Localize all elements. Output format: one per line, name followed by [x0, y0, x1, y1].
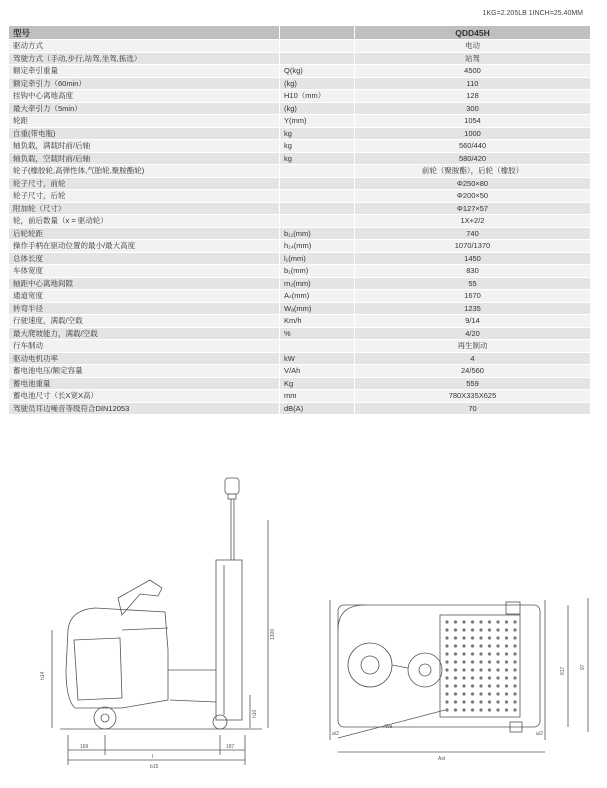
vent-dot: [505, 620, 508, 623]
spec-value: 1000: [355, 127, 591, 140]
vent-dot: [505, 676, 508, 679]
spec-row: [9, 152, 591, 165]
vent-dot: [471, 644, 474, 647]
spec-unit: Q(kg): [280, 65, 355, 78]
spec-row: [9, 327, 591, 340]
spec-unit: [280, 340, 355, 353]
vent-dot: [496, 700, 499, 703]
spec-label: 蓄电池电压/额定容量: [9, 365, 280, 378]
vent-dot: [471, 652, 474, 655]
spec-label: 附加轮（尺寸）: [9, 202, 280, 215]
spec-unit: [280, 190, 355, 203]
vent-dot: [479, 628, 482, 631]
spec-value: 再生制动: [355, 340, 591, 353]
spec-row: [9, 365, 591, 378]
spec-label: 自重(带电瓶): [9, 127, 280, 140]
spec-row: [9, 377, 591, 390]
spec-row: [9, 115, 591, 128]
vent-dot: [513, 692, 516, 695]
vent-dot: [513, 684, 516, 687]
spec-row: [9, 390, 591, 403]
spec-unit: [280, 177, 355, 190]
spec-unit: [280, 40, 355, 53]
spec-row: [9, 315, 591, 328]
unit-conversion-note: 1KG=2.205LB 1INCH=25.40MM: [482, 10, 583, 17]
spec-value: 24/560: [355, 365, 591, 378]
vent-dot: [488, 708, 491, 711]
spec-label: 轮子尺寸，前轮: [9, 177, 280, 190]
vent-dot: [496, 692, 499, 695]
vent-dot: [496, 636, 499, 639]
technical-drawings: [0, 470, 607, 788]
vent-dot: [471, 692, 474, 695]
spec-label: 轴负载，满载时前/后轴: [9, 140, 280, 153]
spec-label: 蓄电池尺寸（长X宽X高）: [9, 390, 280, 403]
spec-label: 额定牵引重量: [9, 65, 280, 78]
vent-dot: [488, 684, 491, 687]
vent-dot: [479, 668, 482, 671]
vent-dot: [488, 644, 491, 647]
vent-dot: [471, 708, 474, 711]
spec-label: 车体宽度: [9, 265, 280, 278]
vent-dot: [471, 676, 474, 679]
dim-97: 97: [580, 664, 586, 670]
dim-b15: b15: [150, 764, 159, 770]
dim-ast: Ast: [438, 756, 446, 762]
spec-row: [9, 265, 591, 278]
spec-row: [9, 52, 591, 65]
spec-unit: Y(mm): [280, 115, 355, 128]
vent-dot: [488, 700, 491, 703]
spec-value: 9/14: [355, 315, 591, 328]
vent-dot: [454, 700, 457, 703]
dim-h1: 1300: [270, 628, 276, 640]
spec-unit: b₁(mm): [280, 265, 355, 278]
vent-dot: [445, 700, 448, 703]
vent-dot: [454, 652, 457, 655]
spec-value: 电动: [355, 40, 591, 53]
spec-row: [9, 127, 591, 140]
spec-unit: %: [280, 327, 355, 340]
dim-817: 817: [560, 666, 566, 675]
spec-unit: kg: [280, 152, 355, 165]
spec-row: [9, 340, 591, 353]
spec-table: [9, 26, 591, 415]
vent-dot: [479, 708, 482, 711]
dim-h10: h10: [252, 709, 258, 718]
vent-dot: [445, 676, 448, 679]
spec-row: [9, 352, 591, 365]
spec-value: 4/20: [355, 327, 591, 340]
vent-dot: [488, 652, 491, 655]
vent-dot: [496, 676, 499, 679]
spec-label: 挂钩中心离地高度: [9, 90, 280, 103]
spec-value: 560/440: [355, 140, 591, 153]
vent-dot: [445, 652, 448, 655]
spec-value: 128: [355, 90, 591, 103]
spec-value: 4: [355, 352, 591, 365]
vent-dot: [488, 660, 491, 663]
vent-dot: [445, 708, 448, 711]
spec-row: [9, 177, 591, 190]
vent-dot: [505, 708, 508, 711]
vent-dot: [513, 676, 516, 679]
vent-dot: [505, 700, 508, 703]
header-label: 型号: [9, 26, 280, 40]
spec-row: [9, 202, 591, 215]
dim-a2-right: a/2: [536, 731, 543, 737]
spec-row: [9, 190, 591, 203]
spec-value: Φ250×80: [355, 177, 591, 190]
vent-dot: [488, 676, 491, 679]
spec-value: 740: [355, 227, 591, 240]
spec-row: [9, 102, 591, 115]
spec-unit: (kg): [280, 77, 355, 90]
dim-d2: 187: [226, 744, 235, 750]
vent-dot: [505, 636, 508, 639]
spec-row: [9, 302, 591, 315]
vent-dot: [496, 708, 499, 711]
vent-dot: [454, 636, 457, 639]
spec-label: 通道宽度: [9, 290, 280, 303]
vent-dot: [496, 644, 499, 647]
vent-dot: [462, 692, 465, 695]
vent-dot: [454, 620, 457, 623]
spec-value: 110: [355, 77, 591, 90]
spec-label: 轮，前后数量（x = 驱动轮）: [9, 215, 280, 228]
spec-unit: H10（mm）: [280, 90, 355, 103]
vent-dot: [505, 652, 508, 655]
vent-dot: [488, 668, 491, 671]
spec-label: 蓄电池重量: [9, 377, 280, 390]
vent-dot: [462, 620, 465, 623]
vent-dot: [462, 676, 465, 679]
spec-label: 行驶速度，满载/空载: [9, 315, 280, 328]
header-model: QDD45H: [355, 26, 591, 40]
vent-dot: [513, 652, 516, 655]
vent-dot: [479, 652, 482, 655]
spec-value: 70: [355, 402, 591, 415]
spec-value: 300: [355, 102, 591, 115]
spec-unit: kg: [280, 140, 355, 153]
spec-value: 4500: [355, 65, 591, 78]
vent-dot: [513, 620, 516, 623]
spec-unit: [280, 165, 355, 178]
vent-dots: [445, 620, 516, 711]
vent-dot: [505, 628, 508, 631]
vent-dot: [445, 636, 448, 639]
spec-row: [9, 65, 591, 78]
vent-dot: [513, 628, 516, 631]
vent-dot: [462, 668, 465, 671]
vent-dot: [496, 668, 499, 671]
spec-row: [9, 40, 591, 53]
spec-unit: V/Ah: [280, 365, 355, 378]
vent-dot: [462, 644, 465, 647]
spec-value: 830: [355, 265, 591, 278]
spec-label: 驾驶员耳边噪音等级符合DIN12053: [9, 402, 280, 415]
spec-row: [9, 77, 591, 90]
vent-dot: [479, 636, 482, 639]
vent-dot: [479, 676, 482, 679]
spec-value: 559: [355, 377, 591, 390]
spec-unit: Wₐ(mm): [280, 302, 355, 315]
spec-unit: h₁₄(mm): [280, 240, 355, 253]
vent-dot: [471, 660, 474, 663]
spec-row: [9, 252, 591, 265]
spec-row: [9, 165, 591, 178]
spec-row: [9, 215, 591, 228]
spec-unit: [280, 202, 355, 215]
spec-unit: kW: [280, 352, 355, 365]
vent-dot: [471, 628, 474, 631]
vent-dot: [505, 684, 508, 687]
vent-dot: [462, 628, 465, 631]
vent-dot: [505, 668, 508, 671]
vent-dot: [445, 660, 448, 663]
vent-dot: [479, 700, 482, 703]
header-unit: [280, 26, 355, 40]
spec-value: 站驾: [355, 52, 591, 65]
dim-d1: 169: [80, 744, 89, 750]
spec-row: [9, 277, 591, 290]
vent-dot: [496, 620, 499, 623]
spec-row: [9, 140, 591, 153]
spec-label: 最大牵引力（5min）: [9, 102, 280, 115]
spec-unit: [280, 52, 355, 65]
top-view-drawing: [330, 598, 588, 752]
spec-label: 轴距中心离地间隙: [9, 277, 280, 290]
spec-row: [9, 402, 591, 415]
vent-dot: [505, 644, 508, 647]
vent-dot: [445, 620, 448, 623]
vent-dot: [513, 668, 516, 671]
vent-dot: [454, 676, 457, 679]
vent-dot: [496, 628, 499, 631]
vent-dot: [454, 684, 457, 687]
spec-unit: dB(A): [280, 402, 355, 415]
vent-dot: [471, 700, 474, 703]
vent-dot: [488, 628, 491, 631]
vent-dot: [462, 708, 465, 711]
vent-dot: [454, 708, 457, 711]
spec-value: 780X335X625: [355, 390, 591, 403]
spec-value: 1450: [355, 252, 591, 265]
vent-dot: [513, 708, 516, 711]
spec-value: 1670: [355, 290, 591, 303]
vent-dot: [454, 644, 457, 647]
vent-dot: [479, 692, 482, 695]
vent-dot: [496, 652, 499, 655]
vent-dot: [479, 620, 482, 623]
spec-row: [9, 240, 591, 253]
vent-dot: [513, 636, 516, 639]
vent-dot: [445, 644, 448, 647]
spec-label: 额定牵引力（60min）: [9, 77, 280, 90]
spec-label: 最大爬坡能力，满载/空载: [9, 327, 280, 340]
vent-dot: [471, 620, 474, 623]
spec-label: 转弯半径: [9, 302, 280, 315]
vent-dot: [445, 628, 448, 631]
spec-unit: [280, 215, 355, 228]
spec-label: 轮距: [9, 115, 280, 128]
vent-dot: [471, 668, 474, 671]
spec-value: 1054: [355, 115, 591, 128]
vent-dot: [479, 660, 482, 663]
vent-dot: [454, 628, 457, 631]
vent-dot: [471, 684, 474, 687]
vent-dot: [479, 644, 482, 647]
spec-unit: (kg): [280, 102, 355, 115]
spec-unit: Kg: [280, 377, 355, 390]
spec-row: [9, 90, 591, 103]
spec-row: [9, 227, 591, 240]
spec-label: 总体长度: [9, 252, 280, 265]
spec-row: [9, 290, 591, 303]
vent-dot: [479, 684, 482, 687]
spec-value: 55: [355, 277, 591, 290]
vent-dot: [513, 660, 516, 663]
spec-unit: Km/h: [280, 315, 355, 328]
spec-unit: kg: [280, 127, 355, 140]
vent-dot: [462, 684, 465, 687]
side-view-drawing: [52, 478, 268, 765]
vent-dot: [513, 644, 516, 647]
spec-unit: mm: [280, 390, 355, 403]
spec-label: 驱动方式: [9, 40, 280, 53]
vent-dot: [513, 700, 516, 703]
dim-a2-left: a/2: [332, 731, 339, 737]
spec-value: 1235: [355, 302, 591, 315]
vent-dot: [496, 660, 499, 663]
vent-dot: [488, 692, 491, 695]
dim-l: l: [152, 754, 154, 760]
spec-label: 轴负载，空载时前/后轴: [9, 152, 280, 165]
vent-dot: [505, 692, 508, 695]
vent-dot: [445, 684, 448, 687]
vent-dot: [454, 692, 457, 695]
vent-dot: [505, 660, 508, 663]
spec-unit: l₁(mm): [280, 252, 355, 265]
vent-dot: [454, 668, 457, 671]
spec-label: 驾驶方式（手动,步行,站驾,坐驾,拣选）: [9, 52, 280, 65]
vent-dot: [496, 684, 499, 687]
spec-value: 580/420: [355, 152, 591, 165]
spec-unit: Aₛ(mm): [280, 290, 355, 303]
dim-wa: Wa: [385, 724, 393, 730]
vent-dot: [454, 660, 457, 663]
spec-value: Φ200×50: [355, 190, 591, 203]
spec-value: 1070/1370: [355, 240, 591, 253]
vent-dot: [462, 652, 465, 655]
vent-dot: [445, 668, 448, 671]
spec-unit: m₂(mm): [280, 277, 355, 290]
spec-header-row: [9, 26, 591, 40]
vent-dot: [471, 636, 474, 639]
spec-label: 轮子(橡胶轮,高弹性体,气胎轮,聚胺酯轮): [9, 165, 280, 178]
dim-h14: h14: [40, 671, 46, 680]
spec-unit: b₁₁(mm): [280, 227, 355, 240]
vent-dot: [462, 700, 465, 703]
vent-dot: [488, 620, 491, 623]
vent-dot: [445, 692, 448, 695]
spec-label: 操作手柄在驱动位置的最小/最大高度: [9, 240, 280, 253]
vent-dot: [488, 636, 491, 639]
spec-label: 驱动电机功率: [9, 352, 280, 365]
spec-value: Φ127×57: [355, 202, 591, 215]
spec-label: 轮子尺寸，后轮: [9, 190, 280, 203]
spec-label: 后轮轮距: [9, 227, 280, 240]
spec-value: 前轮（聚胺酯），后轮（橡胶）: [355, 165, 591, 178]
vent-dot: [462, 636, 465, 639]
spec-label: 行车制动: [9, 340, 280, 353]
vent-dot: [462, 660, 465, 663]
spec-value: 1X+2/2: [355, 215, 591, 228]
